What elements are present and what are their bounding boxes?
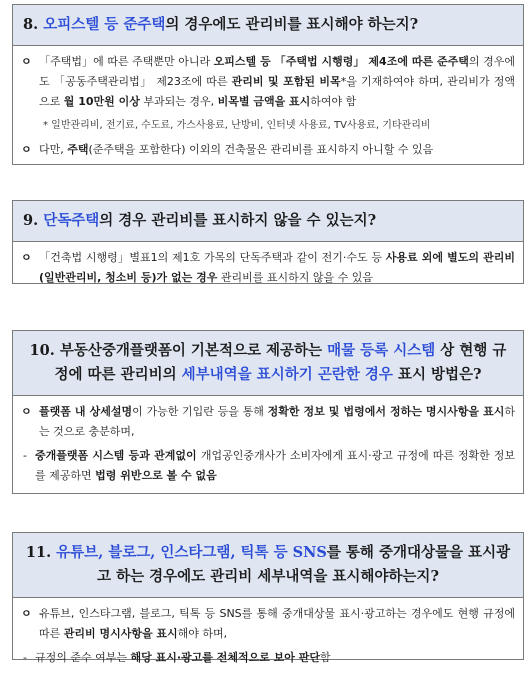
- circle-bullet-icon: ㅇ: [21, 405, 32, 418]
- q10-title-part: 상 현행 규정에 따른 관리비의: [54, 342, 507, 383]
- text-bold: 관리비 및 포함된 비목: [231, 75, 341, 88]
- q10-answer-text-2: [35, 446, 515, 486]
- q10-answer-item-1: [21, 402, 515, 442]
- faq-answer-8: [13, 46, 523, 166]
- q10-title-highlight-2: 세부내역을 표시하기 곤란한 경우: [181, 366, 393, 383]
- text-bold: 오피스텔 등 「주택법 시행령」 제4조에 따른 준주택: [213, 55, 469, 68]
- text: 다만,: [39, 143, 68, 156]
- q8-answer-item-2: [21, 140, 515, 160]
- text: 유튜브, 인스타그램, 블로그, 틱톡 등 SNS를 통해 중개대상물 표시·광고하는 경우에도 현행 규정에 따른: [39, 607, 515, 640]
- q9-answer-item-1: [21, 248, 515, 288]
- faq-answer-10: [13, 396, 523, 492]
- faq-box-8: [12, 4, 524, 165]
- q11-answer-text-1: [39, 604, 515, 644]
- text-bold: 관리비 명시사항을 표시: [63, 627, 178, 640]
- text: 「건축법 시행령」별표1의 제1호 가목의 단독주택과 같이 전기·수도 등: [39, 251, 386, 264]
- q11-title-part: 를 통해 중개대상물을 표시광고 하는 경우에도 관리비 세부내역을 표시해야하는지?: [97, 544, 511, 585]
- q9-title-prefix: 9.: [23, 212, 44, 229]
- text-bold: 해당 표시·광고를 전체적으로 보아 판단: [130, 651, 321, 664]
- q10-title-part: 표시 방법은?: [392, 366, 482, 383]
- faq-question-11: [13, 533, 523, 598]
- dash-bullet-icon: -: [23, 449, 27, 462]
- q8-answer-text-1: [39, 52, 515, 112]
- text-bold: 중개플랫폼 시스템 등과 관계없이: [35, 449, 201, 462]
- faq-answer-9: [13, 242, 523, 294]
- text: (준주택을 포함한다) 이외의 건축물은 관리비를 표시하지 아니할 수 있음: [88, 143, 434, 156]
- text-bold: 상세설명: [89, 405, 133, 418]
- q11-answer-item-1: [21, 604, 515, 644]
- text: 하면: [70, 469, 96, 482]
- text: 관리비를 표시하지 않을 수 있음: [217, 271, 373, 284]
- q11-answer-text-2: [35, 648, 331, 668]
- text-bold: 정확한 정보 및 법령에서 정하는 명시사항을 표시: [267, 405, 505, 418]
- dash-bullet-icon: -: [23, 651, 27, 664]
- faq-box-10: [12, 330, 524, 494]
- circle-bullet-icon: ㅇ: [21, 55, 32, 68]
- text-bold: 월 10만원 이상: [63, 95, 140, 108]
- text: 부과되는 경우,: [139, 95, 218, 108]
- text: 함: [320, 651, 331, 664]
- text: 규정의 준수 여부는: [35, 651, 131, 664]
- q9-title-highlight: 단독주택: [43, 212, 100, 229]
- q8-title-rest: 의 경우에도 관리비를 표시해야 하는지?: [165, 16, 419, 33]
- q8-answer-item-1: [21, 52, 515, 112]
- q10-title-part: 10. 부동산중개플랫폼이 기본적으로 제공하는: [29, 342, 328, 359]
- text: 이 가능한 기입란 등을 통해: [132, 405, 268, 418]
- q10-title-highlight-1: 매물 등록 시스템: [327, 342, 436, 359]
- text: 개업공인중개사가 소비자에게 표시·광고 규정에 따른 정확한 정보를 제공: [35, 449, 515, 482]
- q8-answer-text-2: [39, 140, 433, 160]
- q10-answer-item-2: [21, 446, 515, 486]
- circle-bullet-icon: ㅇ: [21, 143, 32, 156]
- text: *을 기재하여야 하며, 관리비가 정액으로: [39, 75, 516, 108]
- faq-question-10: [13, 331, 523, 396]
- text: 의 경우에도 「공동주택관리법」 제23조에 따른: [39, 55, 515, 88]
- q9-title-rest: 의 경우 관리비를 표시하지 않을 수 있는지?: [99, 212, 377, 229]
- q8-footnote: * 일반관리비, 전기료, 수도료, 가스사용료, 난방비, 인터넷 사용료, TV사용료, 기타관리비: [43, 120, 431, 131]
- faq-box-9: [12, 200, 524, 284]
- faq-question-9: [13, 201, 523, 242]
- q8-title-prefix: 8.: [23, 16, 44, 33]
- circle-bullet-icon: ㅇ: [21, 251, 32, 264]
- text-bold: 플랫폼 내: [39, 405, 90, 418]
- text: 「주택법」에 따른 주택뿐만 아니라: [39, 55, 214, 68]
- text: 하는 것으로 충분하며,: [39, 405, 515, 438]
- circle-bullet-icon: ㅇ: [21, 607, 32, 620]
- text-bold: 법령 위반으로 볼 수 없음: [95, 469, 217, 482]
- q8-title-highlight: 오피스텔 등 준주택: [43, 16, 166, 33]
- text-bold: 비목별 금액을 표시: [217, 95, 311, 108]
- text-bold: 주택: [67, 143, 89, 156]
- q11-title-part: 11.: [25, 544, 57, 561]
- text: 해야 하며,: [177, 627, 228, 640]
- faq-answer-11: [13, 598, 523, 674]
- faq-box-11: [12, 532, 524, 664]
- faq-question-8: [13, 5, 523, 46]
- q11-answer-item-2: [21, 648, 515, 668]
- q9-answer-text-1: [39, 248, 515, 288]
- q11-title-highlight: 유튜브, 블로그, 인스타그램, 틱톡 등 SNS: [56, 544, 327, 561]
- text-bold: 사용료 외에 별도의 관리비(일반관리비, 청소비 등)가 없는 경우: [39, 251, 516, 284]
- q10-answer-text-1: [39, 402, 515, 442]
- text: 하여야 함: [310, 95, 357, 108]
